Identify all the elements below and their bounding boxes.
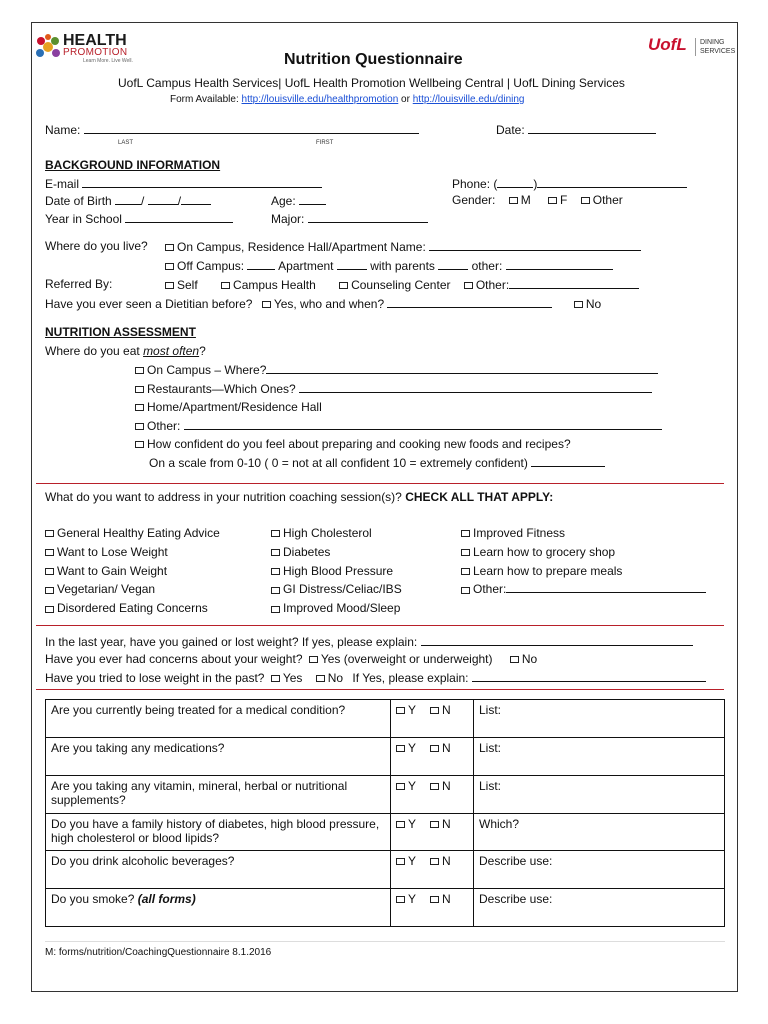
yes-label: Y bbox=[408, 892, 417, 906]
coaching-checkbox[interactable] bbox=[461, 530, 470, 537]
table-answer-cell[interactable] bbox=[474, 700, 725, 738]
dob-row: Date of Birth / / bbox=[45, 193, 211, 208]
no-label: N bbox=[442, 892, 451, 906]
logo-health-text: HEALTH bbox=[63, 32, 127, 49]
table-answer-cell[interactable] bbox=[474, 814, 725, 851]
form-available-label: Form Available: bbox=[170, 94, 242, 105]
gender-row bbox=[452, 193, 623, 207]
most-often-text: most often bbox=[143, 344, 200, 358]
weight-q2-row bbox=[45, 652, 537, 666]
yn-cell bbox=[391, 814, 474, 851]
off-campus-checkbox[interactable] bbox=[165, 263, 174, 270]
yn-cell bbox=[391, 851, 474, 889]
home-checkbox[interactable] bbox=[135, 404, 144, 411]
other-live-label: other: bbox=[471, 259, 503, 273]
coaching-option[interactable] bbox=[271, 543, 402, 562]
dietitian-no-label: No bbox=[585, 297, 602, 311]
yes-label: Y bbox=[408, 854, 417, 868]
yes-checkbox[interactable] bbox=[396, 858, 405, 865]
coaching-option[interactable] bbox=[45, 580, 220, 599]
phone-row: Phone: ( ) bbox=[452, 176, 687, 191]
yes-checkbox[interactable] bbox=[396, 896, 405, 903]
with-parents-label: with parents bbox=[370, 259, 435, 273]
org-line: UofL Campus Health Services| UofL Health Promotion Wellbeing Central | UofL Dining Services bbox=[118, 76, 625, 90]
coaching-checkbox[interactable] bbox=[45, 549, 54, 556]
yes-checkbox[interactable] bbox=[396, 783, 405, 790]
all-forms-text: (all forms) bbox=[137, 892, 196, 906]
yes-checkbox[interactable] bbox=[396, 707, 405, 714]
footer-rule bbox=[45, 941, 725, 942]
coaching-option-label: Disordered Eating Concerns bbox=[57, 601, 208, 616]
major-label: Major: bbox=[271, 212, 305, 226]
section-divider-2 bbox=[36, 625, 724, 626]
home-label: Home/Apartment/Residence Hall bbox=[147, 400, 322, 414]
background-heading: BACKGROUND INFORMATION bbox=[45, 158, 221, 172]
dob-year-field[interactable] bbox=[181, 193, 211, 205]
weight-q3-no-checkbox[interactable] bbox=[316, 675, 325, 682]
year-field[interactable] bbox=[125, 211, 233, 223]
coaching-checkbox[interactable] bbox=[45, 587, 54, 594]
uofl-mark: UofL bbox=[648, 35, 687, 54]
last-label: LAST bbox=[118, 140, 134, 146]
weight-q1-field[interactable] bbox=[421, 634, 693, 646]
weight-q3-explain-label: If Yes, please explain: bbox=[352, 671, 469, 685]
coaching-option-label: Learn how to prepare meals bbox=[473, 563, 623, 578]
table-question-cell bbox=[46, 814, 391, 851]
eat-other-row bbox=[135, 418, 662, 433]
coaching-checkbox[interactable] bbox=[45, 568, 54, 575]
coaching-checkbox[interactable] bbox=[45, 530, 54, 537]
weight-q3-yes-label: Yes bbox=[282, 671, 303, 685]
coaching-option-label: Want to Lose Weight bbox=[57, 544, 168, 559]
coaching-question bbox=[45, 490, 553, 504]
coaching-option[interactable] bbox=[271, 562, 402, 581]
confident-row bbox=[135, 437, 571, 451]
coaching-option[interactable] bbox=[45, 543, 220, 562]
weight-q3-no-label: No bbox=[327, 671, 344, 685]
weight-q2-label: Have you ever had concerns about your weight? bbox=[45, 652, 303, 666]
email-row bbox=[45, 176, 322, 191]
table-question: Are you currently being treated for a medical condition? bbox=[51, 703, 346, 717]
yes-checkbox[interactable] bbox=[396, 821, 405, 828]
on-campus-checkbox[interactable] bbox=[165, 244, 174, 251]
dob-day-field[interactable] bbox=[148, 193, 178, 205]
dob-month-field[interactable] bbox=[115, 193, 141, 205]
phone-field[interactable] bbox=[537, 176, 687, 188]
coaching-checkbox[interactable] bbox=[45, 606, 54, 613]
referred-other-field[interactable] bbox=[509, 277, 639, 289]
confident-checkbox[interactable] bbox=[135, 441, 144, 448]
residence-name-field[interactable] bbox=[429, 239, 641, 251]
age-field[interactable] bbox=[299, 193, 326, 205]
no-checkbox[interactable] bbox=[430, 707, 439, 714]
eat-other-field[interactable] bbox=[184, 418, 662, 430]
name-label: Name: bbox=[45, 123, 81, 137]
coaching-option[interactable] bbox=[461, 562, 706, 581]
weight-q2-yes-checkbox[interactable] bbox=[309, 656, 318, 663]
phone-label: Phone: ( bbox=[452, 177, 498, 191]
coaching-question-text: What do you want to address in your nutrition coaching session(s)? bbox=[45, 490, 402, 504]
apartment-label: Apartment bbox=[278, 259, 334, 273]
dining-text: DINING bbox=[700, 39, 725, 46]
section-divider-1 bbox=[36, 483, 724, 484]
table-row bbox=[46, 889, 725, 927]
coaching-checkbox[interactable] bbox=[271, 549, 280, 556]
table-question-cell bbox=[46, 851, 391, 889]
coaching-option[interactable] bbox=[271, 524, 402, 543]
dietitian-yes-label: Yes, who and when? bbox=[273, 297, 385, 311]
eat-on-campus-label: On Campus – Where? bbox=[147, 363, 267, 377]
no-label: N bbox=[442, 854, 451, 868]
coaching-checkbox[interactable] bbox=[271, 530, 280, 537]
yes-label: Y bbox=[408, 703, 417, 717]
health-promotion-link[interactable]: http://louisville.edu/healthpromotion bbox=[241, 94, 399, 105]
name-row bbox=[45, 122, 419, 137]
dining-link[interactable]: http://louisville.edu/dining bbox=[412, 94, 525, 105]
eat-on-campus-row bbox=[135, 362, 658, 377]
gender-f-checkbox[interactable] bbox=[548, 197, 557, 204]
campus-health-checkbox[interactable] bbox=[221, 282, 230, 289]
confident-label: How confident do you feel about preparing and cooking new foods and recipes? bbox=[147, 437, 571, 451]
other-live-field[interactable] bbox=[438, 258, 468, 270]
referred-other-checkbox[interactable] bbox=[464, 282, 473, 289]
coaching-other-field[interactable] bbox=[506, 581, 706, 593]
scale-row bbox=[149, 455, 605, 470]
logo-promotion-text: PROMOTION bbox=[63, 47, 128, 58]
table-question: Do you have a family history of diabetes, high blood pressure, high cholesterol or blood lipids? bbox=[51, 817, 380, 845]
date-row bbox=[496, 122, 656, 137]
coaching-option-label: General Healthy Eating Advice bbox=[57, 526, 220, 540]
yn-cell bbox=[391, 700, 474, 738]
coaching-checkbox[interactable] bbox=[271, 568, 280, 575]
referred-other-label: Other: bbox=[475, 278, 510, 292]
page-title: Nutrition Questionnaire bbox=[284, 51, 463, 68]
form-available-line bbox=[170, 94, 524, 105]
gender-f-label: F bbox=[560, 193, 568, 207]
coaching-option[interactable] bbox=[45, 524, 220, 543]
table-answer-label: List: bbox=[479, 741, 502, 755]
yes-label: Y bbox=[408, 741, 417, 755]
coaching-col-3 bbox=[461, 524, 706, 599]
table-answer-label: Which? bbox=[479, 817, 520, 831]
table-row bbox=[46, 738, 725, 776]
coaching-option-label: GI Distress/Celiac/IBS bbox=[283, 582, 402, 597]
logo-tagline: Learn More. Live Well. bbox=[83, 58, 133, 64]
date-label: Date: bbox=[496, 123, 525, 137]
age-label: Age: bbox=[271, 194, 296, 208]
coaching-option-label: Want to Gain Weight bbox=[57, 563, 168, 578]
counseling-label: Counseling Center bbox=[351, 278, 451, 292]
coaching-option[interactable] bbox=[45, 599, 220, 618]
coaching-checkbox[interactable] bbox=[461, 549, 470, 556]
table-question: Do you smoke? bbox=[51, 892, 138, 906]
weight-q3-yes-checkbox[interactable] bbox=[271, 675, 280, 682]
email-label: E-mail bbox=[45, 177, 80, 191]
coaching-option[interactable] bbox=[461, 580, 706, 599]
yn-cell bbox=[391, 738, 474, 776]
dietitian-who-field[interactable] bbox=[387, 296, 552, 308]
coaching-checkbox[interactable] bbox=[271, 606, 280, 613]
coaching-option[interactable] bbox=[45, 562, 220, 581]
coaching-option-label: High Blood Pressure bbox=[283, 563, 394, 578]
where-eat-label bbox=[45, 344, 206, 358]
coaching-checkbox[interactable] bbox=[461, 587, 470, 594]
coaching-checkbox[interactable] bbox=[271, 587, 280, 594]
coaching-option[interactable] bbox=[271, 580, 402, 599]
footer-text: M: forms/nutrition/CoachingQuestionnaire 8.1.2016 bbox=[45, 947, 272, 958]
table-answer-label: List: bbox=[479, 779, 502, 793]
table-row bbox=[46, 851, 725, 889]
self-checkbox[interactable] bbox=[165, 282, 174, 289]
coaching-option-label: Vegetarian/ Vegan bbox=[57, 582, 156, 597]
section-divider-3 bbox=[36, 689, 724, 690]
dietitian-yes-checkbox[interactable] bbox=[262, 301, 271, 308]
weight-q2-no-label: No bbox=[521, 652, 538, 666]
weight-q2-yes-label: Yes (overweight or underweight) bbox=[320, 652, 493, 666]
weight-q3-row bbox=[45, 670, 706, 685]
table-row bbox=[46, 700, 725, 738]
eat-other-label: Other: bbox=[147, 419, 181, 433]
coaching-option-label: Other: bbox=[473, 582, 507, 597]
no-checkbox[interactable] bbox=[430, 783, 439, 790]
dietitian-row bbox=[45, 296, 601, 311]
where-eat-qmark: ? bbox=[199, 344, 206, 358]
year-label: Year in School bbox=[45, 212, 122, 226]
table-question-cell bbox=[46, 889, 391, 927]
where-live-label: Where do you live? bbox=[45, 239, 148, 253]
table-question: Are you taking any medications? bbox=[51, 741, 225, 755]
table-answer-label: Describe use: bbox=[479, 854, 553, 868]
services-text: SERVICES bbox=[700, 48, 736, 55]
check-all-text: CHECK ALL THAT APPLY: bbox=[405, 490, 554, 504]
table-row bbox=[46, 814, 725, 851]
table-answer-cell[interactable] bbox=[474, 738, 725, 776]
gender-other-checkbox[interactable] bbox=[581, 197, 590, 204]
table-answer-label: List: bbox=[479, 703, 502, 717]
yes-label: Y bbox=[408, 817, 417, 831]
assessment-heading: NUTRITION ASSESSMENT bbox=[45, 325, 196, 339]
eat-other-checkbox[interactable] bbox=[135, 423, 144, 430]
major-row bbox=[271, 211, 428, 226]
gender-label: Gender: bbox=[452, 193, 496, 207]
counseling-checkbox[interactable] bbox=[339, 282, 348, 289]
coaching-option-label: Diabetes bbox=[283, 544, 331, 559]
no-label: N bbox=[442, 817, 451, 831]
no-label: N bbox=[442, 741, 451, 755]
table-row bbox=[46, 776, 725, 814]
health-history-table bbox=[45, 699, 725, 927]
phone-area-field[interactable] bbox=[497, 176, 533, 188]
table-question: Do you drink alcoholic beverages? bbox=[51, 854, 235, 868]
weight-q3-label: Have you tried to lose weight in the past? bbox=[45, 671, 265, 685]
no-checkbox[interactable] bbox=[430, 858, 439, 865]
no-checkbox[interactable] bbox=[430, 745, 439, 752]
gender-m-checkbox[interactable] bbox=[509, 197, 518, 204]
weight-q3-field[interactable] bbox=[472, 670, 706, 682]
on-campus-label: On Campus, Residence Hall/Apartment Name: bbox=[177, 240, 426, 254]
first-label: FIRST bbox=[316, 140, 334, 146]
table-question-cell bbox=[46, 738, 391, 776]
table-answer-cell[interactable] bbox=[474, 851, 725, 889]
dob-label: Date of Birth bbox=[45, 194, 112, 208]
table-question-cell bbox=[46, 776, 391, 814]
major-field[interactable] bbox=[308, 211, 428, 223]
gender-m-label: M bbox=[520, 193, 531, 207]
dietitian-no-checkbox[interactable] bbox=[574, 301, 583, 308]
coaching-col-2 bbox=[271, 524, 402, 618]
coaching-option-label: Improved Mood/Sleep bbox=[283, 601, 401, 616]
scale-label: On a scale from 0-10 ( 0 = not at all confident 10 = extremely confident) bbox=[149, 456, 528, 470]
year-row bbox=[45, 211, 233, 226]
coaching-option[interactable] bbox=[461, 543, 706, 562]
home-row bbox=[135, 400, 322, 414]
yes-checkbox[interactable] bbox=[396, 745, 405, 752]
flower-icon bbox=[33, 32, 63, 62]
email-field[interactable] bbox=[82, 176, 322, 188]
table-question-cell bbox=[46, 700, 391, 738]
coaching-option-label: High Cholesterol bbox=[283, 526, 372, 540]
name-field[interactable] bbox=[84, 122, 419, 134]
campus-health-label: Campus Health bbox=[233, 278, 316, 292]
weight-q2-no-checkbox[interactable] bbox=[510, 656, 519, 663]
yes-label: Y bbox=[408, 779, 417, 793]
other-live-text-field[interactable] bbox=[506, 258, 613, 270]
dietitian-label: Have you ever seen a Dietitian before? bbox=[45, 297, 253, 311]
weight-q1-label: In the last year, have you gained or lost weight? If yes, please explain: bbox=[45, 635, 418, 649]
restaurants-checkbox[interactable] bbox=[135, 386, 144, 393]
restaurants-row bbox=[135, 381, 652, 396]
uofl-dining-logo bbox=[648, 35, 736, 55]
restaurants-label: Restaurants—Which Ones? bbox=[147, 382, 296, 396]
referred-options bbox=[165, 277, 639, 292]
coaching-option-label: Improved Fitness bbox=[473, 526, 566, 540]
restaurants-field[interactable] bbox=[299, 381, 652, 393]
no-label: N bbox=[442, 703, 451, 717]
table-answer-cell[interactable] bbox=[474, 889, 725, 927]
age-row bbox=[271, 193, 326, 208]
where-eat-pre: Where do you eat bbox=[45, 344, 144, 358]
table-question: Are you taking any vitamin, mineral, herbal or nutritional supplements? bbox=[51, 779, 348, 807]
coaching-option[interactable] bbox=[271, 599, 402, 618]
coaching-option-label: Learn how to grocery shop bbox=[473, 544, 616, 559]
off-campus-label: Off Campus: bbox=[177, 259, 245, 273]
on-campus-row bbox=[165, 239, 641, 254]
with-parents-field[interactable] bbox=[337, 258, 367, 270]
eat-on-campus-field[interactable] bbox=[266, 362, 658, 374]
self-label: Self bbox=[177, 278, 198, 292]
eat-on-campus-checkbox[interactable] bbox=[135, 367, 144, 374]
no-checkbox[interactable] bbox=[430, 896, 439, 903]
no-checkbox[interactable] bbox=[430, 821, 439, 828]
referred-label: Referred By: bbox=[45, 277, 113, 291]
coaching-option[interactable] bbox=[461, 524, 706, 543]
table-answer-label: Describe use: bbox=[479, 892, 553, 906]
date-field[interactable] bbox=[528, 122, 656, 134]
table-answer-cell[interactable] bbox=[474, 776, 725, 814]
no-label: N bbox=[442, 779, 451, 793]
coaching-col-1 bbox=[45, 524, 220, 618]
gender-other-label: Other bbox=[592, 193, 623, 207]
coaching-checkbox[interactable] bbox=[461, 568, 470, 575]
scale-field[interactable] bbox=[531, 455, 605, 467]
apartment-field[interactable] bbox=[247, 258, 275, 270]
or-text: or bbox=[398, 94, 413, 105]
weight-q1-row bbox=[45, 634, 693, 649]
off-campus-row bbox=[165, 258, 613, 273]
yn-cell bbox=[391, 776, 474, 814]
yn-cell bbox=[391, 889, 474, 927]
